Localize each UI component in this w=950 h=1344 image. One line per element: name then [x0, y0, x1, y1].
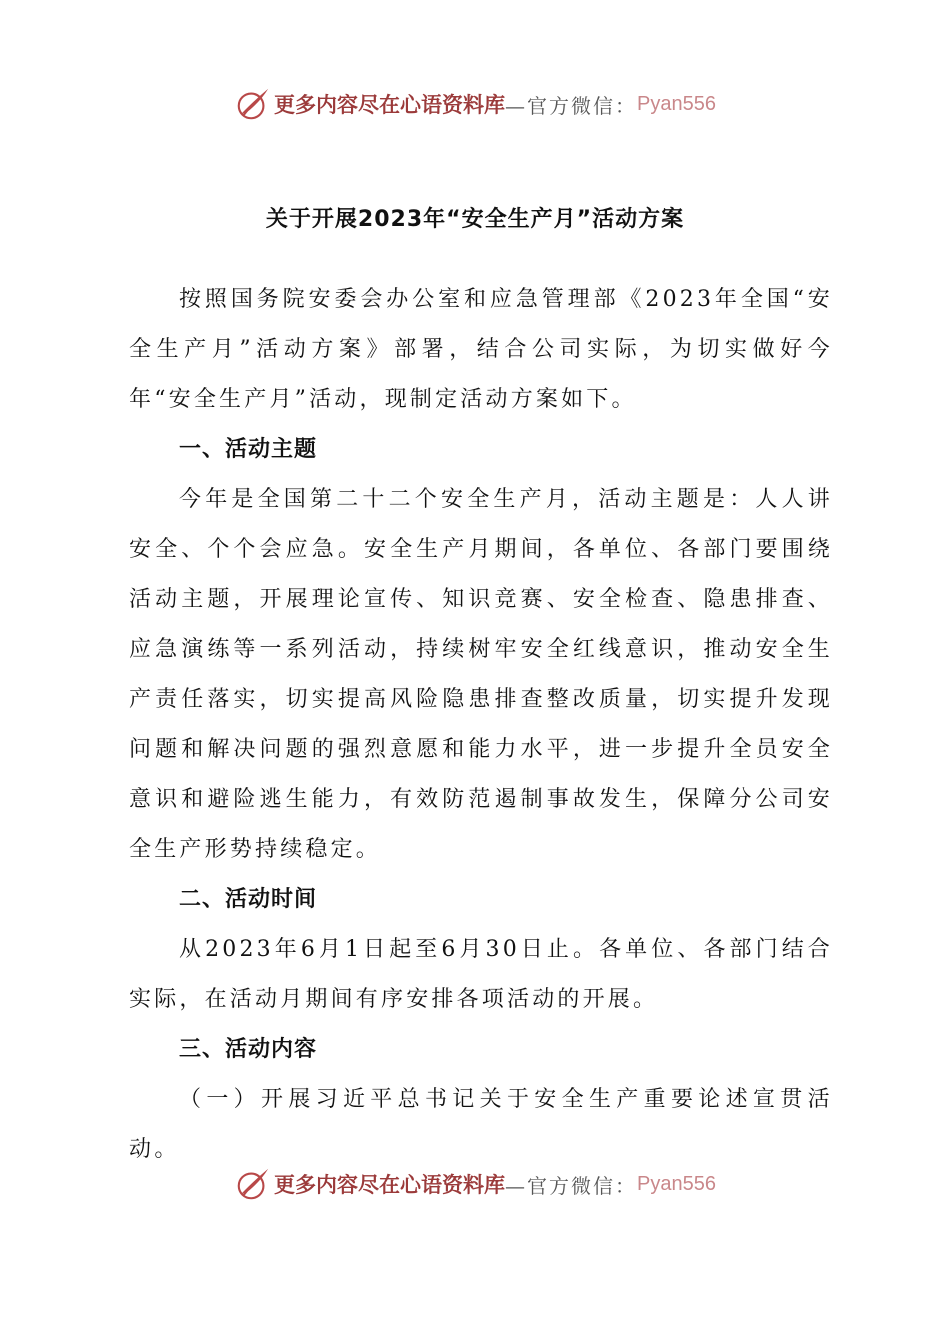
banner-text-primary: 更多内容尽在心语资料库 [274, 92, 506, 117]
section-paragraph-content: （一）开展习近平总书记关于安全生产重要论述宣贯活动。 [129, 1087, 833, 1162]
banner-text-secondary: —官方微信： [505, 93, 638, 118]
section-paragraph-theme: 今年是全国第二十二个安全生产月，活动主题是：人人讲安全、个个会应急。安全生产月期间，各单位、各部门要围绕活动主题，开展理论宣传、知识竞赛、安全检查、隐患排查、应急演练等一系列活动，持续树牢安全红线意识，推动安全生产责任落实，切实提高风险隐患排查整改质量，切实提升发现问题和解决问题的强烈意愿和能力水平，进一步提升全员安全意识和避险逃生能力，有效防范遏制事故发生，保障分公司安全生产形势持续稳定。 [129, 487, 833, 862]
section-paragraph-time: 从2023年6月1日起至6月30日止。各单位、各部门结合实际，在活动月期间有序安排各项活动的开展。 [129, 937, 833, 1012]
quill-logo-icon [234, 1165, 272, 1203]
banner-wechat-id: Pyan556 [637, 1172, 716, 1195]
document-title: 关于开展2023年“安全生产月”活动方案 [265, 207, 685, 232]
footer-banner [0, 1162, 950, 1206]
document-body [129, 275, 833, 1175]
section-heading-time: 二、活动时间 [179, 887, 318, 912]
quill-logo-icon [234, 85, 272, 123]
intro-paragraph: 按照国务院安委会办公室和应急管理部《2023年全国“安全生产月”活动方案》部署，结合公司实际，为切实做好今年“安全生产月”活动，现制定活动方案如下。 [129, 287, 833, 412]
section-heading-content: 三、活动内容 [179, 1037, 318, 1062]
header-banner [0, 82, 950, 126]
banner-text-secondary: —官方微信： [505, 1173, 638, 1198]
section-heading-theme: 一、活动主题 [179, 437, 318, 462]
banner-text-primary: 更多内容尽在心语资料库 [274, 1172, 506, 1197]
banner-wechat-id: Pyan556 [637, 92, 716, 115]
